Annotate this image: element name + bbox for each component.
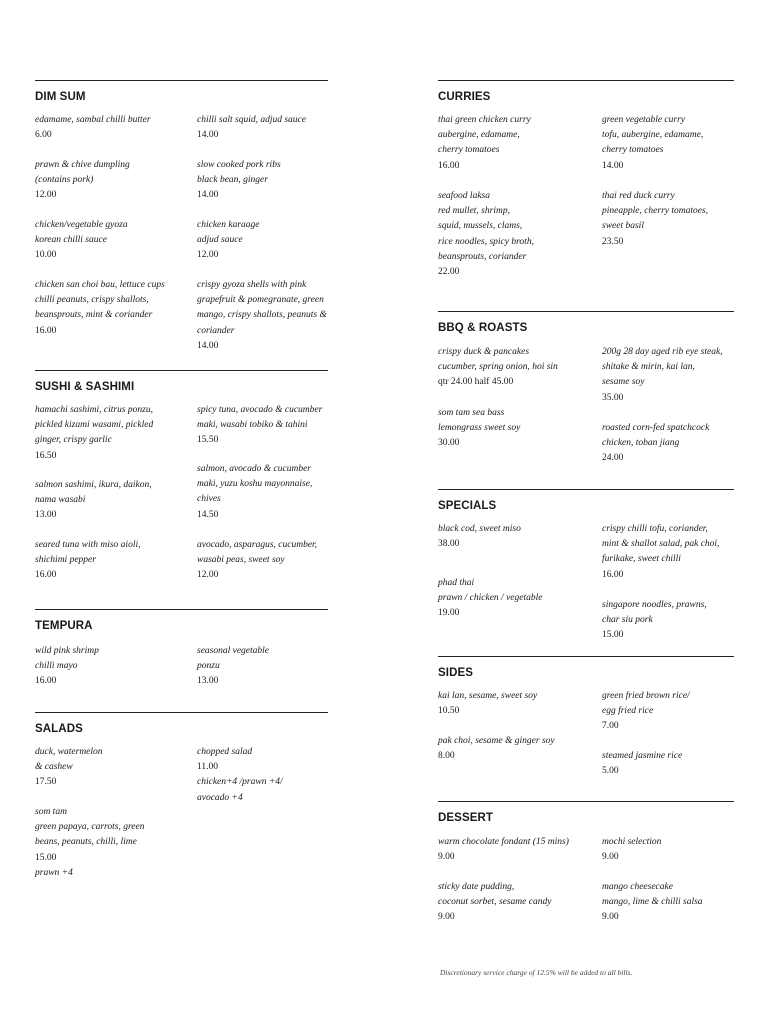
menu-column-left — [35, 0, 328, 1024]
item-price: 9.00 — [602, 912, 619, 923]
menu-item — [197, 158, 281, 204]
item-description: pak choi, sesame & ginger soy — [438, 736, 555, 746]
section-specials — [438, 489, 734, 657]
item-price: 23.50 — [602, 236, 624, 247]
section-dim-sum — [35, 80, 328, 371]
menu-item — [438, 522, 521, 552]
item-description: spicy tuna, avocado & cucumber maki, wasabi tobiko & tahini — [197, 405, 323, 431]
menu-item — [35, 113, 151, 143]
item-price: 13.00 — [35, 510, 57, 521]
item-addon: prawn +4 — [35, 867, 73, 878]
section-sushi-sashimi — [35, 370, 328, 610]
item-price: 12.00 — [197, 250, 219, 261]
item-price: 8.00 — [438, 751, 455, 762]
item-price: 12.00 — [35, 190, 57, 201]
item-description: chopped salad — [197, 747, 253, 757]
item-price: 7.00 — [602, 721, 619, 732]
item-description: singapore noodles, prawns, char siu pork — [602, 600, 707, 626]
item-description: chicken san choi bau, lettuce cups chilli peanuts, crispy shallots, beansprouts, mint & coriander — [35, 280, 165, 321]
item-description: mochi selection — [602, 837, 662, 847]
item-price: 16.00 — [35, 676, 57, 687]
menu-item — [602, 113, 703, 174]
item-description: chicken karaage adjud sauce — [197, 220, 260, 246]
item-description: mango cheesecake mango, lime & chilli salsa — [602, 882, 703, 908]
section-sides — [438, 656, 734, 801]
item-price: 14.50 — [197, 509, 219, 520]
menu-item — [602, 522, 719, 583]
menu-column-right — [438, 0, 734, 1024]
item-price: 16.00 — [35, 325, 57, 336]
menu-item — [438, 345, 558, 391]
section-title: DESSERT — [438, 812, 494, 824]
item-price: 15.00 — [35, 852, 57, 863]
item-price: 16.00 — [438, 160, 460, 171]
menu-item — [35, 403, 153, 464]
item-price: 9.00 — [438, 912, 455, 923]
item-description: black cod, sweet miso — [438, 524, 521, 534]
menu-item — [35, 218, 128, 264]
item-description: chicken/vegetable gyoza korean chilli sauce — [35, 220, 128, 246]
item-price: 24.00 — [602, 453, 624, 464]
item-addon: chicken+4 /prawn +4/ avocado +4 — [197, 777, 283, 803]
menu-item — [438, 835, 569, 865]
item-description: seared tuna with miso aioli, shichimi pepper — [35, 540, 141, 566]
item-price: 19.00 — [438, 608, 460, 619]
menu-item — [602, 749, 682, 779]
menu-item — [35, 745, 103, 791]
section-title: TEMPURA — [35, 620, 93, 632]
item-description: crispy gyoza shells with pink grapefruit & pomegranate, green mango, crispy shallots, peanuts & coriander — [197, 280, 327, 336]
item-description: som tam green papaya, carrots, green beans, peanuts, chilli, lime — [35, 807, 145, 848]
section-title: DIM SUM — [35, 91, 86, 103]
item-price: 15.50 — [197, 435, 219, 446]
menu-item — [438, 113, 531, 174]
item-description: seasonal vegetable ponzu — [197, 646, 270, 672]
section-curries — [438, 80, 734, 312]
item-description: phad thai prawn / chicken / vegetable — [438, 578, 543, 604]
item-description: sticky date pudding, coconut sorbet, sesame candy — [438, 882, 552, 908]
item-description: seafood laksa red mullet, shrimp, squid, mussels, clams, rice noodles, spicy broth, beansprouts, coriander — [438, 191, 534, 262]
item-description: crispy chilli tofu, coriander, mint & shallot salad, pak choi, furikake, sweet chilli — [602, 524, 720, 565]
item-price: 38.00 — [438, 539, 460, 550]
item-description: thai red duck curry pineapple, cherry tomatoes, sweet basil — [602, 191, 709, 232]
item-description: prawn & chive dumpling (contains pork) — [35, 160, 130, 186]
item-price: 30.00 — [438, 438, 460, 449]
menu-item — [197, 644, 269, 690]
item-price: 9.00 — [602, 852, 619, 863]
menu-item — [197, 113, 306, 143]
menu-item — [35, 538, 140, 584]
section-title: SIDES — [438, 667, 474, 679]
item-description: edamame, sambal chilli butter — [35, 115, 151, 125]
item-description: thai green chicken curry aubergine, edamame, cherry tomatoes — [438, 115, 531, 156]
item-description: warm chocolate fondant (15 mins) — [438, 837, 569, 847]
menu-item — [197, 278, 327, 354]
item-description: steamed jasmine rice — [602, 751, 683, 761]
menu-item — [602, 880, 703, 926]
section-bbq-roasts — [438, 311, 734, 490]
menu-item — [35, 805, 145, 881]
menu-item — [197, 218, 260, 264]
item-price: 14.00 — [602, 160, 624, 171]
section-tempura — [35, 609, 328, 713]
menu-item — [197, 403, 322, 449]
item-description: salmon sashimi, ikura, daikon, nama wasabi — [35, 480, 152, 506]
item-price: 5.00 — [602, 766, 619, 777]
item-price: 16.00 — [602, 569, 624, 580]
item-price: 9.00 — [438, 852, 455, 863]
item-price: 35.00 — [602, 392, 624, 403]
item-price: 6.00 — [35, 130, 52, 141]
menu-item — [35, 278, 165, 339]
item-description: chilli salt squid, adjud sauce — [197, 115, 306, 125]
menu-item — [438, 189, 534, 280]
item-price: 13.00 — [197, 676, 219, 687]
section-title: CURRIES — [438, 91, 491, 103]
section-title: BBQ & ROASTS — [438, 322, 528, 334]
item-description: kai lan, sesame, sweet soy — [438, 691, 538, 701]
menu-item — [602, 835, 661, 865]
menu-item — [602, 345, 723, 406]
item-description: slow cooked pork ribs black bean, ginger — [197, 160, 281, 186]
section-salads — [35, 712, 328, 893]
menu-item — [438, 689, 537, 719]
item-description: som tam sea bass lemongrass sweet soy — [438, 408, 521, 434]
item-price: 11.00 — [197, 762, 219, 773]
menu-item — [35, 158, 130, 204]
menu-item — [35, 478, 152, 524]
section-title: SUSHI & SASHIMI — [35, 381, 135, 393]
item-description: roasted corn-fed spatchcock chicken, toban jiang — [602, 423, 710, 449]
item-price: 12.00 — [197, 570, 219, 581]
item-price: 10.00 — [35, 250, 57, 261]
item-price: 14.00 — [197, 130, 219, 141]
item-price: 14.00 — [197, 340, 219, 351]
menu-item — [197, 538, 317, 584]
item-description: green vegetable curry tofu, aubergine, edamame, cherry tomatoes — [602, 115, 704, 156]
item-price: 22.00 — [438, 267, 460, 278]
item-price: 16.50 — [35, 450, 57, 461]
menu-item — [602, 689, 690, 735]
menu-item — [438, 734, 555, 764]
item-description: salmon, avocado & cucumber maki, yuzu koshu mayonnaise, chives — [197, 464, 313, 505]
item-description: crispy duck & pancakes cucumber, spring onion, hoi sin — [438, 347, 558, 373]
item-description: wild pink shrimp chilli mayo — [35, 646, 99, 672]
item-price: 10.50 — [438, 706, 460, 717]
item-description: avocado, asparagus, cucumber, wasabi peas, sweet soy — [197, 540, 318, 566]
menu-item — [438, 406, 520, 452]
section-title: SALADS — [35, 723, 83, 735]
menu-item — [602, 598, 707, 644]
section-title: SPECIALS — [438, 500, 497, 512]
service-charge-note: Discretionary service charge of 12.5% will be added to all bills. — [440, 968, 633, 977]
menu-item — [197, 462, 312, 523]
menu-item — [197, 745, 283, 806]
menu-item — [438, 576, 542, 622]
item-description: duck, watermelon & cashew — [35, 747, 103, 773]
menu-item — [602, 189, 708, 250]
item-price: 15.00 — [602, 630, 624, 641]
item-price: 16.00 — [35, 570, 57, 581]
item-description: 200g 28 day aged rib eye steak, shitake & mirin, kai lan, sesame soy — [602, 347, 723, 388]
item-price: qtr 24.00 half 45.00 — [438, 377, 514, 388]
item-description: green fried brown rice/ egg fried rice — [602, 691, 690, 717]
menu-item — [35, 644, 99, 690]
menu-item — [438, 880, 551, 926]
item-price: 17.50 — [35, 777, 57, 788]
item-description: hamachi sashimi, citrus ponzu, pickled kizami wasami, pickled ginger, crispy garlic — [35, 405, 154, 446]
item-price: 14.00 — [197, 190, 219, 201]
section-dessert — [438, 801, 734, 942]
menu-item — [602, 421, 709, 467]
